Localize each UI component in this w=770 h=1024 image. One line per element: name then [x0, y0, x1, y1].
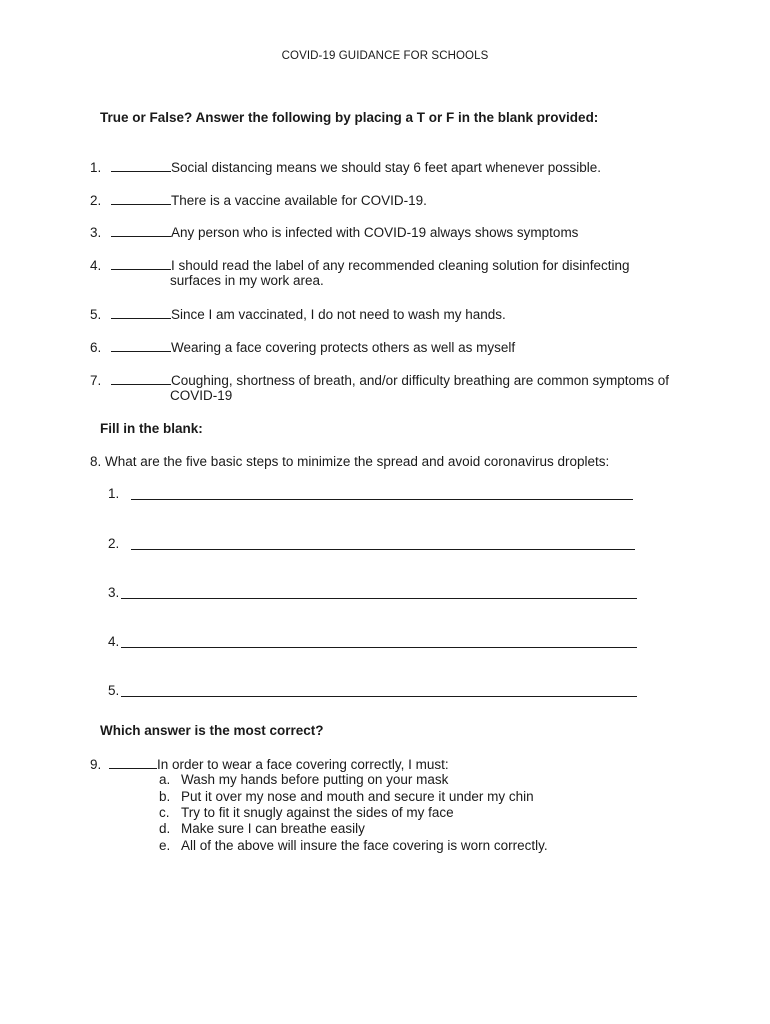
- blank-line-number: 5.: [108, 683, 120, 698]
- blank-line[interactable]: [131, 549, 635, 550]
- tf-item-text: Since I am vaccinated, I do not need to wash my hands.: [171, 307, 506, 322]
- tf-item-text: I should read the label of any recommended cleaning solution for disinfecting: [171, 258, 630, 273]
- multiple-choice-heading: Which answer is the most correct?: [100, 723, 324, 738]
- tf-item: [90, 339, 515, 355]
- blank-line-number: 2.: [108, 536, 120, 551]
- mc-option-text: Try to fit it snugly against the sides of my face: [181, 805, 454, 820]
- mc-option: [159, 789, 534, 804]
- mc-question-number: 9.: [90, 757, 102, 772]
- tf-item: [90, 192, 427, 208]
- fill-blank-heading: Fill in the blank:: [100, 421, 203, 436]
- mc-option: [159, 805, 454, 820]
- tf-item-number: 1.: [90, 160, 102, 175]
- blank-line[interactable]: [121, 598, 637, 599]
- answer-blank[interactable]: [111, 159, 171, 172]
- tf-item: [90, 306, 506, 322]
- mc-option-text: Wash my hands before putting on your mask: [181, 772, 449, 787]
- mc-option: [159, 838, 548, 853]
- mc-option: [159, 821, 365, 836]
- answer-blank[interactable]: [111, 372, 171, 385]
- mc-option-letter: b.: [159, 789, 171, 804]
- tf-item-continuation: COVID-19: [170, 388, 233, 403]
- mc-question: [90, 756, 449, 772]
- answer-blank[interactable]: [111, 339, 171, 352]
- mc-option-letter: c.: [159, 805, 170, 820]
- tf-item-number: 5.: [90, 307, 102, 322]
- mc-option-text: Make sure I can breathe easily: [181, 821, 365, 836]
- answer-blank[interactable]: [111, 224, 171, 237]
- answer-blank[interactable]: [109, 756, 157, 769]
- tf-item-number: 3.: [90, 225, 102, 240]
- answer-blank[interactable]: [111, 192, 171, 205]
- tf-item-number: 6.: [90, 340, 102, 355]
- blank-line-number: 4.: [108, 634, 120, 649]
- mc-option-letter: a.: [159, 772, 171, 787]
- mc-option-text: All of the above will insure the face covering is worn correctly.: [181, 838, 548, 853]
- answer-blank[interactable]: [111, 257, 171, 270]
- mc-option-letter: d.: [159, 821, 171, 836]
- tf-item-text: Wearing a face covering protects others as well as myself: [171, 340, 516, 355]
- fill-blank-question: 8. What are the five basic steps to minimize the spread and avoid coronavirus droplets:: [90, 454, 610, 469]
- tf-item: [90, 159, 601, 175]
- tf-item-text: Social distancing means we should stay 6 feet apart whenever possible.: [171, 160, 602, 175]
- mc-option-text: Put it over my nose and mouth and secure it under my chin: [181, 789, 534, 804]
- page-title: COVID-19 GUIDANCE FOR SCHOOLS: [281, 50, 489, 62]
- blank-line-number: 3.: [108, 585, 120, 600]
- tf-item: [90, 257, 630, 273]
- tf-item-number: 4.: [90, 258, 102, 273]
- tf-item: [90, 224, 578, 240]
- tf-item-number: 7.: [90, 373, 102, 388]
- tf-item-text: Coughing, shortness of breath, and/or difficulty breathing are common symptoms of: [171, 373, 670, 388]
- mc-option: [159, 772, 448, 787]
- tf-item-continuation: surfaces in my work area.: [170, 273, 324, 288]
- true-false-heading: True or False? Answer the following by placing a T or F in the blank provided:: [100, 110, 599, 125]
- answer-blank[interactable]: [111, 306, 171, 319]
- blank-line[interactable]: [121, 647, 637, 648]
- blank-line[interactable]: [121, 696, 637, 697]
- mc-question-text: In order to wear a face covering correctly, I must:: [157, 757, 449, 772]
- mc-option-letter: e.: [159, 838, 171, 853]
- tf-item-text: There is a vaccine available for COVID-19.: [171, 193, 427, 208]
- blank-line-number: 1.: [108, 486, 120, 501]
- tf-item-text: Any person who is infected with COVID-19 always shows symptoms: [171, 225, 579, 240]
- blank-line[interactable]: [131, 499, 633, 500]
- tf-item-number: 2.: [90, 193, 102, 208]
- tf-item: [90, 372, 669, 388]
